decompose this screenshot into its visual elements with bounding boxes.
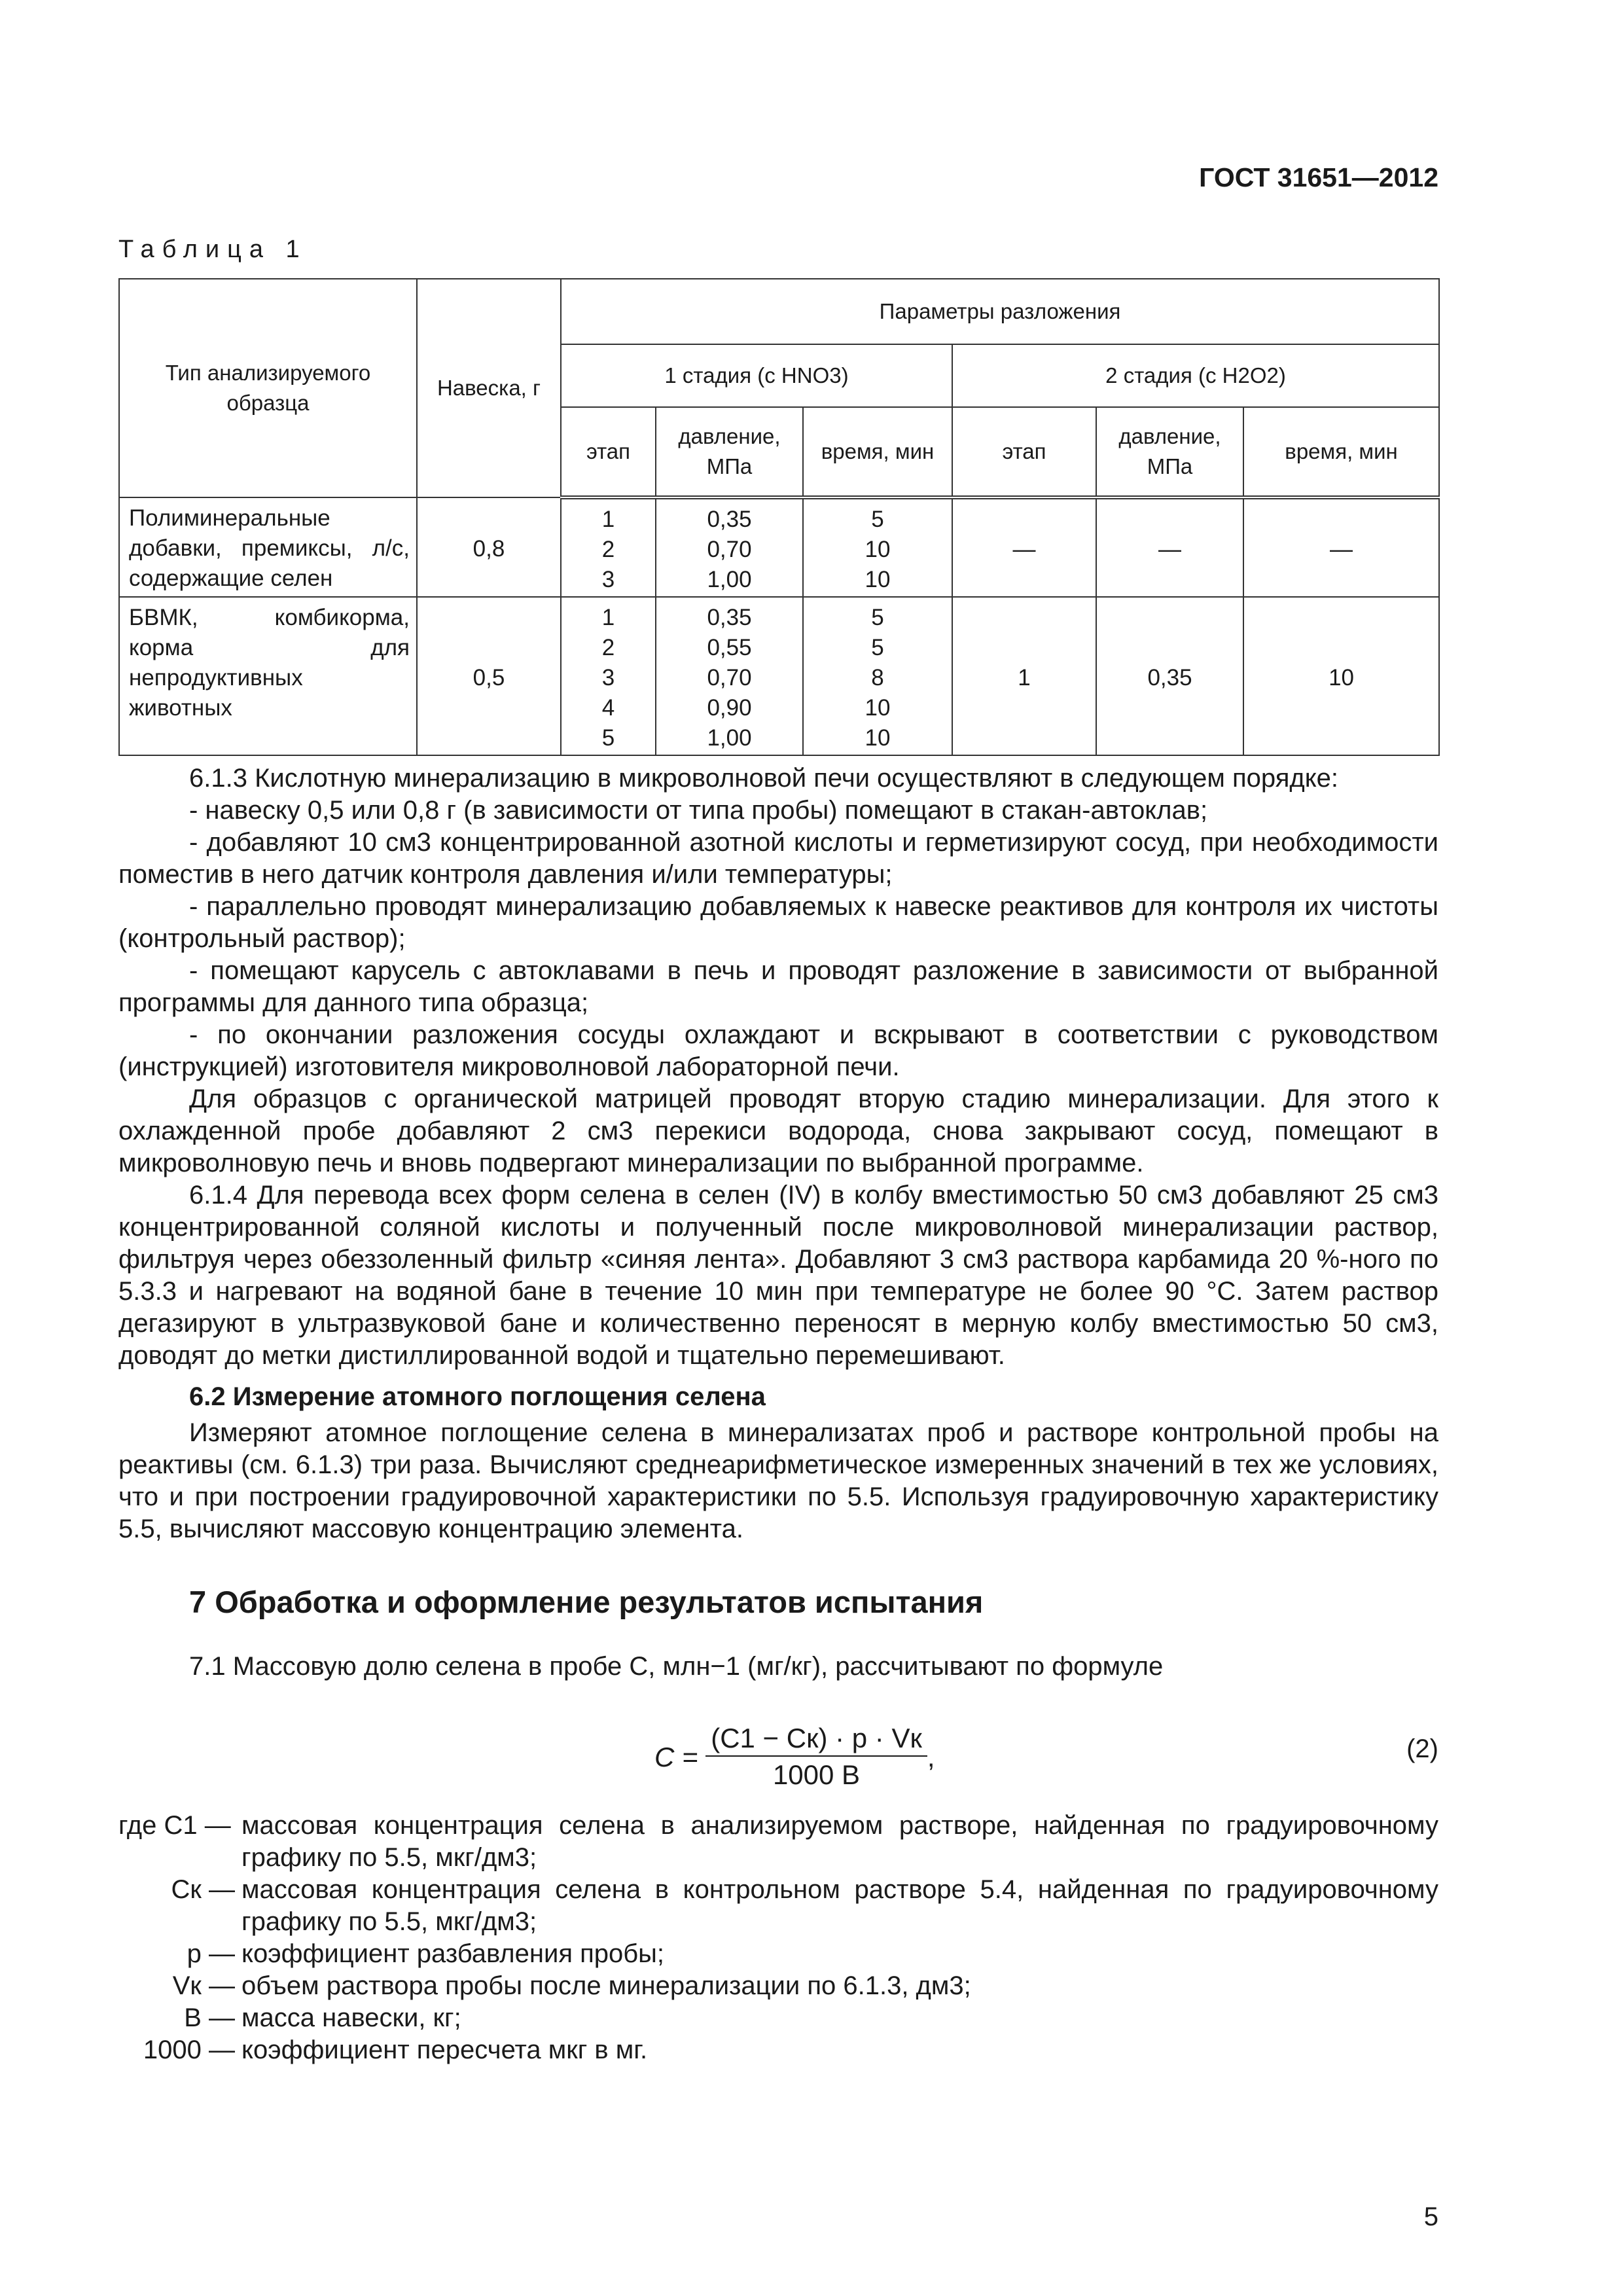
col-sample-type: Тип анализируемого образца [119,279,417,497]
sample-type: Полиминеральные добавки, премиксы, л/с, содержащие селен [119,497,417,597]
stage1-steps: 1 2 3 4 5 [561,597,656,755]
variable-symbol: 1000 — [143,2036,235,2064]
list-item: - по окончании разложения сосуды охлаждают и вскрывают в соответствии с руководством (инструкцией) изготовителя микроволновой лабораторной печи. [118,1020,1438,1081]
formula-lhs: C = [654,1742,698,1772]
sub-time: время, мин [1243,407,1439,497]
section-7-1 [118,1651,1438,1683]
formula-denominator: 1000 B [772,1759,861,1790]
sub-pressure: давление, МПа [656,407,803,497]
formula-number: (2) [1406,1734,1438,1763]
stage2-pressure: 0,35 [1096,597,1243,755]
stage1-pressure: 0,35 0,55 0,70 0,90 1,00 [656,597,803,755]
stage1-time: 5 10 10 [803,497,952,597]
paragraph: 7.1 Массовую долю селена в пробе C, млн−1 (мг/кг), рассчитывают по формуле [189,1652,1164,1681]
section-7-title: 7 Обработка и оформление результатов испытания [189,1585,984,1619]
decomposition-parameters-table [118,278,1440,756]
table-caption: Таблица 1 [118,236,308,263]
variable-desc: коэффициент пересчета мкг в мг. [241,2036,648,2064]
variable-item [118,2002,1438,2034]
variable-item [118,1970,1438,2002]
list-item: - добавляют 10 см3 концентрированной азотной кислоты и герметизируют сосуд, при необходимости поместив в него датчик контроля давления и/или температуры; [118,828,1438,889]
paragraph: 6.1.3 Кислотную минерализацию в микроволновой печи осуществляют в следующем порядке: [189,764,1339,793]
col-params: Параметры разложения [561,279,1439,344]
mass: 0,5 [417,597,561,755]
table-row [119,497,1439,597]
variable-desc: объем раствора пробы после минерализации по 6.1.3, дм3; [241,1971,971,2000]
variable-symbol: Vк — [172,1971,235,2000]
section-6-1-3 [118,762,1438,1372]
variable-item [118,1810,1438,1874]
variable-symbol: где C1 — [118,1811,231,1840]
variables-block [118,1810,1438,2066]
section-6-2-title: 6.2 Измерение атомного поглощения селена [189,1382,766,1411]
paragraph: Измеряют атомное поглощение селена в минерализатах проб и растворе контрольной пробы на реактивы (см. 6.1.3) три раза. Вычисляют среднеарифметическое измеренных значений в тех же условиях, что и при построении градуировочной характеристики по 5.5. Используя градуировочную характеристику 5.5, вычисляют массовую концентрацию элемента. [118,1418,1438,1543]
variable-desc: массовая концентрация селена в анализируемом растворе, найденная по градуировочному графику по 5.5, мкг/дм3; [241,1811,1438,1872]
list-item: - навеску 0,5 или 0,8 г (в зависимости от типа пробы) помещают в стакан-автоклав; [189,796,1208,825]
page-number: 5 [1423,2202,1438,2231]
stage2-step: — [952,497,1096,597]
formula: C = $\frac{(C1 - Cк) \cdot p \cdot Vк}{1000 B}$ , [654,1721,935,1793]
variable-symbol: p — [187,1939,235,1968]
stage2-time: 10 [1243,597,1439,755]
list-item: - помещают карусель с автоклавами в печь и проводят разложение в зависимости от выбранной программы для данного типа образца; [118,956,1438,1017]
table-row [119,597,1439,755]
stage1-steps: 1 2 3 [561,497,656,597]
section-6-2 [118,1417,1438,1545]
paragraph: Для образцов с органической матрицей проводят вторую стадию минерализации. Для этого к охлажденной пробе добавляют 2 см3 перекиси водорода, снова закрывают сосуд, помещают в микроволновую печь и вновь подвергают минерализации по выбранной программе. [118,1085,1438,1177]
col-stage-2: 2 стадия (с H2O2) [952,344,1439,407]
sub-pressure: давление, МПа [1096,407,1243,497]
stage2-step: 1 [952,597,1096,755]
sample-type: БВМК, комбикорма, корма для непродуктивных животных [119,597,417,755]
variable-symbol: B — [184,2003,235,2032]
variable-desc: коэффициент разбавления пробы; [241,1939,665,1968]
variable-desc: массовая концентрация селена в контрольном растворе 5.4, найденная по градуировочному графику по 5.5, мкг/дм3; [241,1875,1438,1936]
variable-symbol: Cк — [171,1875,235,1904]
variable-item [118,1938,1438,1970]
list-item: - параллельно проводят минерализацию добавляемых к навеске реактивов для контроля их чистоты (контрольный раствор); [118,892,1438,953]
variable-desc: масса навески, кг; [241,2003,461,2032]
paragraph: 6.1.4 Для перевода всех форм селена в селен (IV) в колбу вместимостью 50 см3 добавляют 25 см3 концентрированной соляной кислоты и полученный после микроволновой минерализации раствор, фильтруя через обеззоленный фильтр «синяя лента». Добавляют 3 см3 раствора карбамида 20 %-ного по 5.3.3 и нагревают на водяной бане в течение 10 мин при температуре не более 90 °С. Затем раствор дегазируют в ультразвуковой бане и количественно переносят в мерную колбу вместимостью 50 см3, доводят до метки дистиллированной водой и тщательно перемешивают. [118,1181,1438,1370]
variable-item [118,1874,1438,1938]
mass: 0,8 [417,497,561,597]
sub-time: время, мин [803,407,952,497]
stage2-time: — [1243,497,1439,597]
formula-fraction [705,1721,927,1793]
sub-step: этап [952,407,1096,497]
stage1-pressure: 0,35 0,70 1,00 [656,497,803,597]
variable-item [118,2034,1438,2066]
standard-number: ГОСТ 31651—2012 [1199,162,1438,192]
stage2-pressure: — [1096,497,1243,597]
col-mass: Навеска, г [417,279,561,497]
col-stage-1: 1 стадия (с HNO3) [561,344,952,407]
stage1-time: 5 5 8 10 10 [803,597,952,755]
sub-step: этап [561,407,656,497]
formula-numerator: (C1 − Cк) · p · Vк [705,1721,927,1757]
